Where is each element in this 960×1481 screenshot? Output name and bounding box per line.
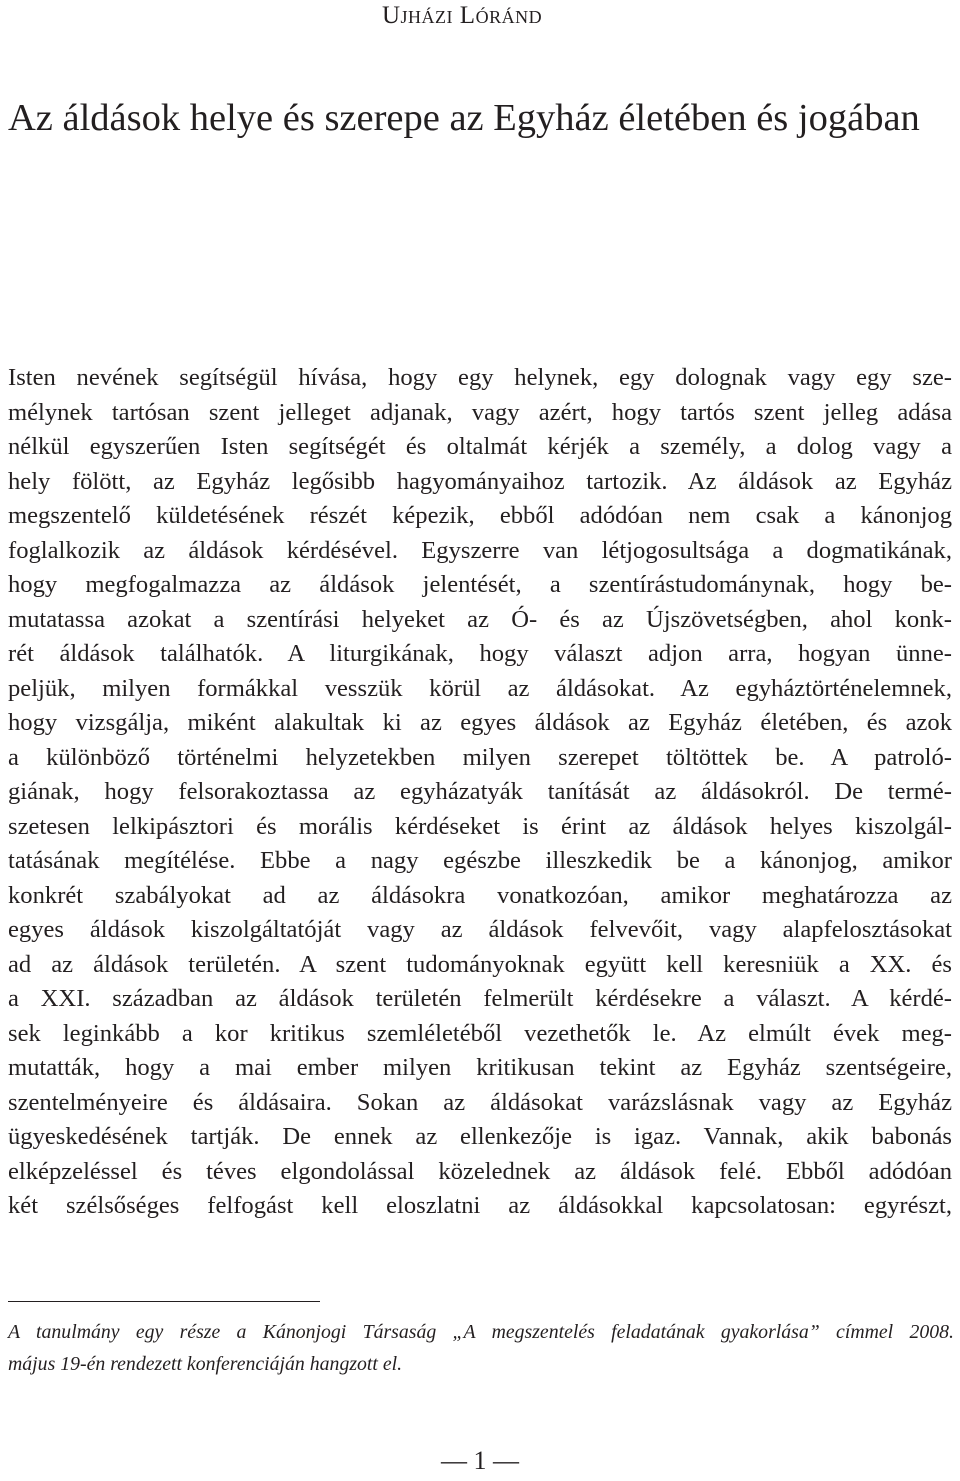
body-line: hogy megfogalmazza az áldások jelentését, a szentírástudománynak, hogy be- (8, 571, 952, 598)
body-line: sek leginkább a kor kritikus szemléletéből vezethetők le. Az elmúlt évek meg- (8, 1019, 952, 1047)
article-title: Az áldások helye és szerepe az Egyház életében és jogában (8, 97, 920, 139)
running-header-author: Ujházi Lóránd (382, 2, 543, 29)
footnote-divider (8, 1301, 320, 1302)
body-line: giának, hogy felsorakoztassa az egyházatyák tanítását az áldásokról. De termé- (8, 778, 952, 805)
body-line: elképzeléssel és téves elgondolással közelednek az áldások felé. Ebből adódóan (8, 1157, 952, 1185)
body-line: mélynek tartósan szent jelleget adjanak, vagy azért, hogy tartós szent jelleg adása (8, 398, 952, 426)
body-line: szetesen lelkipásztori és morális kérdéseket is érint az áldások helyes kiszolgál- (8, 812, 952, 840)
body-line: hely fölött, az Egyház legősibb hagyományaihoz tartozik. Az áldások az Egyház (8, 467, 952, 495)
body-line: nélkül egyszerűen Isten segítségét és oltalmát kérjék a személy, a dolog vagy a (8, 433, 952, 460)
body-line: két szélsőséges felfogást kell eloszlatni az áldásokkal kapcsolatosan: egyrészt, (8, 1192, 952, 1219)
body-line: szentelményeire és áldásaira. Sokan az áldásokat varázslásnak vagy az Egyház (8, 1088, 952, 1116)
body-line: ad az áldások területén. A szent tudományoknak együtt kell keresniük a XX. és (8, 950, 952, 978)
body-line: a XXI. században az áldások területén felmerült kérdésekre a választ. A kérdé- (8, 985, 952, 1012)
body-line: mutatták, hogy a mai ember milyen kritikusan tekint az Egyház szentségeire, (8, 1054, 952, 1081)
article-body (8, 361, 952, 1224)
body-line: mutatassa azokat a szentírási helyeket az Ó- és az Újszövetségben, ahol konk- (8, 605, 952, 633)
body-line: hogy vizsgálja, miként alakultak ki az egyes áldások az Egyház életében, és azok (8, 709, 952, 736)
body-line: megszentelő küldetésének részét képezik, ebből adódóan nem csak a kánonjog (8, 502, 952, 529)
page-number: — 1 — (441, 1446, 519, 1475)
footnote (8, 1316, 954, 1380)
body-line: rét áldások találhatók. A liturgikának, hogy választ adjon arra, hogyan ünne- (8, 640, 952, 667)
body-line: a különböző történelmi helyzetekben milyen szerepet töltöttek be. A patroló- (8, 743, 952, 771)
body-line: ügyeskedésének tartják. De ennek az ellenkezője is igaz. Vannak, akik babonás (8, 1123, 952, 1150)
footnote-line: A tanulmány egy része a Kánonjogi Társaság „A megszentelés feladatának gyakorlása” címmel 2008. (8, 1321, 954, 1343)
body-line: konkrét szabályokat ad az áldásokra vonatkozóan, amikor meghatározza az (8, 881, 952, 909)
body-line: foglalkozik az áldások kérdésével. Egyszerre van létjogosultsága a dogmatikának, (8, 536, 952, 564)
body-line: peljük, milyen formákkal vesszük körül az áldásokat. Az egyháztörténelemnek, (8, 674, 952, 702)
body-line: egyes áldások kiszolgáltatóját vagy az áldások felvevőit, vagy alapfelosztásokat (8, 916, 952, 943)
body-line: Isten nevének segítségül hívása, hogy egy helynek, egy dolognak vagy egy sze- (8, 364, 952, 391)
body-line: tatásának megítélése. Ebbe a nagy egészbe illeszkedik be a kánonjog, amikor (8, 847, 952, 874)
footnote-line: május 19-én rendezett konferenciáján hangzott el. (8, 1353, 403, 1375)
